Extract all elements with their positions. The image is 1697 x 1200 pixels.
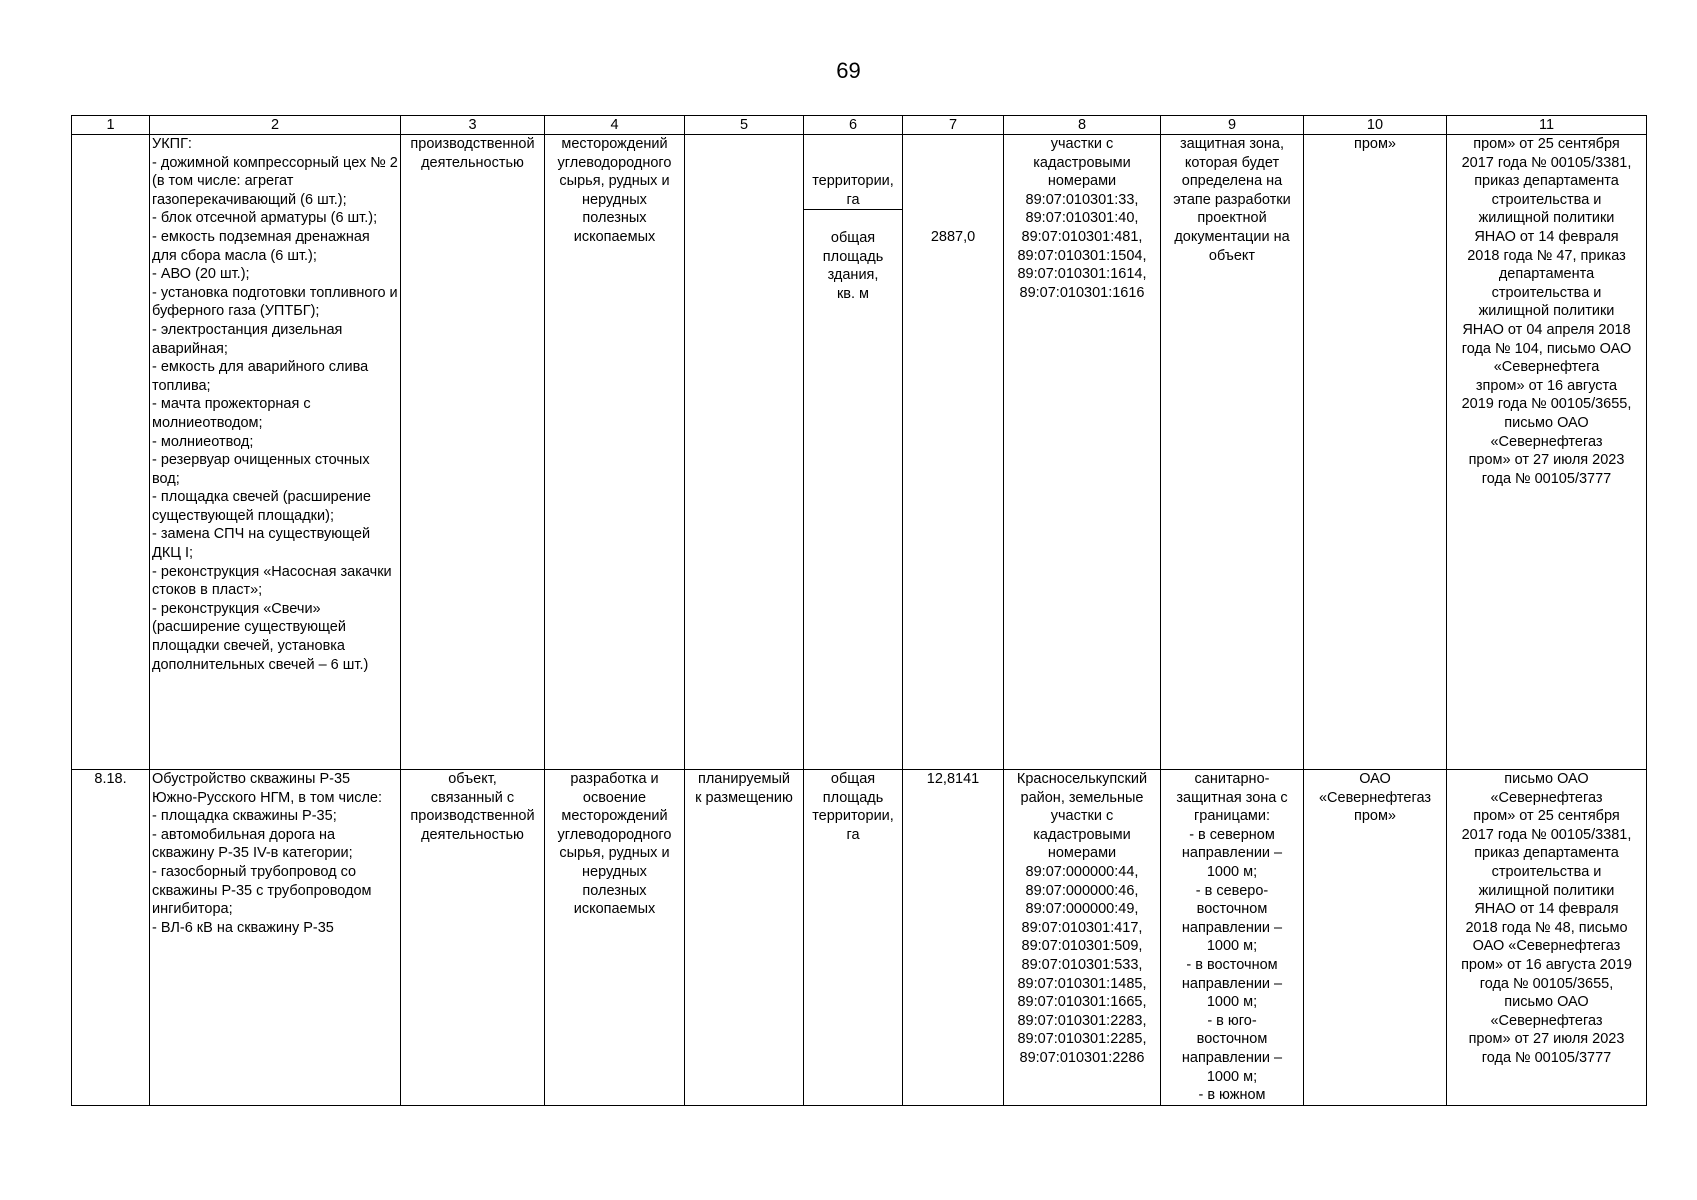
object-type-cell: объект, связанный с производственной деятельностью: [401, 770, 545, 1106]
object-description-cell: Обустройство скважины Р-35 Южно-Русского НГМ, в том числе: - площадка скважины Р-35; - автомобильная дорога на скважину Р-35 IV-в категории; - газосборный трубопровод со скважины Р-35 с трубопроводом ингибитора; - ВЛ-6 кВ на скважину Р-35: [150, 770, 401, 1106]
column-header: 6: [804, 116, 903, 135]
owner-cell: пром»: [1304, 135, 1447, 770]
column-header: 7: [903, 116, 1004, 135]
column-header: 8: [1004, 116, 1161, 135]
purpose-cell: месторождений углеводородного сырья, рудных и нерудных полезных ископаемых: [545, 135, 685, 770]
location-cell: участки с кадастровыми номерами 89:07:010301:33, 89:07:010301:40, 89:07:010301:481, 89:07:010301:1504, 89:07:010301:1614, 89:07:010301:1616: [1004, 135, 1161, 770]
page-number: 69: [836, 58, 861, 83]
column-header: 1: [72, 116, 150, 135]
characteristic-building-area: общая площадь здания, кв. м: [822, 229, 884, 302]
column-header: 2: [150, 116, 401, 135]
characteristic-territory: территории, га: [804, 172, 902, 210]
owner-cell: ОАО «Севернефтегаз пром»: [1304, 770, 1447, 1106]
column-header: 10: [1304, 116, 1447, 135]
value-building-area: 2887,0: [930, 228, 976, 245]
object-description-cell: УКПГ: - дожимной компрессорный цех № 2 (в том числе: агрегат газоперекачивающий (6 шт.); - блок отсечной арматуры (6 шт.); - емкость подземная дренажная для сбора масла (6 шт.); - АВО (20 шт.); - установка подготовки топливного и буферного газа (УПТБГ); - электростанция дизельная аварийная; - емкость для аварийного слива топлива; - мачта прожекторная с молниеотводом; - молниеотвод; - резервуар очищенных сточных вод; - площадка свечей (расширение существующей площадки); - замена СПЧ на существующей ДКЦ I; - реконструкция «Насосная закачки стоков в пласт»; - реконструкция «Свечи» (расширение существующей площадки свечей, установка дополнительных свечей – 6 шт.): [150, 135, 401, 770]
zone-cell: защитная зона, которая будет определена на этапе разработки проектной документации на объект: [1161, 135, 1304, 770]
table-header-row: [72, 116, 1647, 135]
column-header: 4: [545, 116, 685, 135]
documents-cell: пром» от 25 сентября 2017 года № 00105/3381, приказ департамента строительства и жилищной политики ЯНАО от 14 февраля 2018 года № 47, приказ департамента строительства и жилищной политики ЯНАО от 04 апреля 2018 года № 104, письмо ОАО «Севернефтега зпром» от 16 августа 2019 года № 00105/3655, письмо ОАО «Севернефтегаз пром» от 27 июля 2023 года № 00105/3777: [1447, 135, 1647, 770]
column-header: 9: [1161, 116, 1304, 135]
row-number-cell: 8.18.: [72, 770, 150, 1106]
purpose-cell: разработка и освоение месторождений углеводородного сырья, рудных и нерудных полезных ископаемых: [545, 770, 685, 1106]
documents-cell: письмо ОАО «Севернефтегаз пром» от 25 сентября 2017 года № 00105/3381, приказ департамента строительства и жилищной политики ЯНАО от 14 февраля 2018 года № 48, письмо ОАО «Севернефтегаз пром» от 16 августа 2019 года № 00105/3655, письмо ОАО «Севернефтегаз пром» от 27 июля 2023 года № 00105/3777: [1447, 770, 1647, 1106]
row-number-cell: [72, 135, 150, 770]
status-cell: планируемый к размещению: [685, 770, 804, 1106]
value-cell: 12,8141: [903, 770, 1004, 1106]
location-cell: Красноселькупский район, земельные участки с кадастровыми номерами 89:07:000000:44, 89:07:000000:46, 89:07:000000:49, 89:07:010301:417, 89:07:010301:509, 89:07:010301:533, 89:07:010301:1485, 89:07:010301:1665, 89:07:010301:2283, 89:07:010301:2285, 89:07:010301:2286: [1004, 770, 1161, 1106]
column-header: 3: [401, 116, 545, 135]
object-type-cell: производственной деятельностью: [401, 135, 545, 770]
value-territory: [905, 154, 1001, 173]
status-cell: [685, 135, 804, 770]
characteristic-cell: общая площадь территории, га: [804, 770, 903, 1106]
table-row: [72, 770, 1647, 1106]
zone-cell: санитарно- защитная зона с границами: - в северном направлении – 1000 м; - в северо- восточном направлении – 1000 м; - в восточном направлении – 1000 м; - в юго- восточном направлении – 1000 м; - в южном: [1161, 770, 1304, 1106]
value-cell: [903, 135, 1004, 770]
characteristic-cell: [804, 135, 903, 770]
table-row: [72, 135, 1647, 770]
column-header: 5: [685, 116, 804, 135]
characteristic-stack: [804, 154, 902, 322]
column-header: 11: [1447, 116, 1647, 135]
objects-table: [71, 115, 1647, 1106]
value-spacer: [905, 191, 1001, 210]
